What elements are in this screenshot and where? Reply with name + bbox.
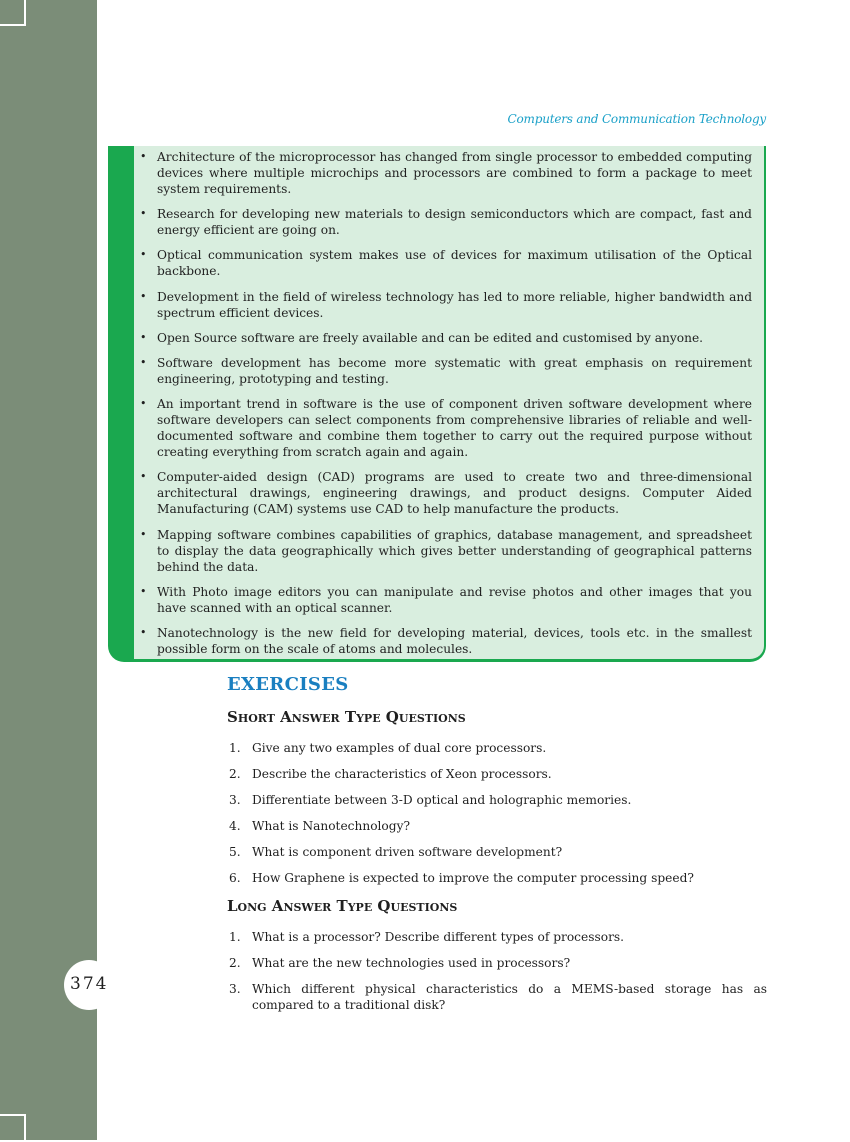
summary-bullet bbox=[140, 247, 752, 279]
question-number: 2. bbox=[229, 956, 241, 970]
bullet-icon: • bbox=[140, 584, 147, 598]
bullet-icon: • bbox=[140, 527, 147, 541]
long-answer-heading: Long Answer Type Questions bbox=[227, 897, 458, 915]
question-text: What is a processor? Describe different types of processors. bbox=[252, 930, 625, 944]
summary-bullet bbox=[140, 469, 752, 517]
question-item bbox=[227, 929, 767, 945]
short-answer-list bbox=[227, 740, 767, 886]
question-text: Differentiate between 3-D optical and holographic memories. bbox=[252, 793, 632, 807]
summary-bullet-text: Architecture of the microprocessor has changed from single processor to embedded computing devices where multiple microchips and processors are combined to form a package to meet system requirements. bbox=[157, 150, 752, 196]
summary-list bbox=[140, 149, 752, 666]
page-number: 374 bbox=[70, 974, 109, 994]
summary-bullet-text: Development in the field of wireless technology has led to more reliable, higher bandwidth and spectrum efficient devices. bbox=[157, 289, 752, 320]
summary-bullet-text: Optical communication system makes use of devices for maximum utilisation of the Optical backbone. bbox=[157, 248, 752, 279]
question-item bbox=[227, 792, 767, 808]
bullet-icon: • bbox=[140, 330, 147, 344]
summary-bullet bbox=[140, 289, 752, 321]
summary-bullet-text: With Photo image editors you can manipulate and revise photos and other images that you have scanned with an optical scanner. bbox=[157, 584, 752, 615]
question-number: 1. bbox=[229, 930, 241, 944]
question-text: Describe the characteristics of Xeon processors. bbox=[252, 767, 552, 781]
summary-bullet-text: Mapping software combines capabilities of graphics, database management, and spreadsheet to display the data geographically which gives better understanding of geographical patterns behind the data. bbox=[157, 527, 752, 574]
running-head: Computers and Communication Technology bbox=[507, 112, 766, 126]
question-item bbox=[227, 870, 767, 886]
summary-bullet-text: Software development has become more systematic with great emphasis on requirement engineering, prototyping and testing. bbox=[157, 355, 752, 386]
question-item bbox=[227, 955, 767, 971]
question-item bbox=[227, 844, 767, 860]
exercises-title: EXERCISES bbox=[227, 674, 349, 695]
summary-bullet bbox=[140, 396, 752, 460]
question-item bbox=[227, 766, 767, 782]
summary-bullet bbox=[140, 149, 752, 197]
bullet-icon: • bbox=[140, 355, 147, 369]
bullet-icon: • bbox=[140, 248, 147, 262]
bullet-icon: • bbox=[140, 150, 147, 163]
question-number: 6. bbox=[229, 871, 241, 885]
bullet-icon: • bbox=[140, 207, 147, 221]
summary-bullet bbox=[140, 527, 752, 575]
question-text: What is Nanotechnology? bbox=[252, 819, 410, 833]
short-answer-heading: Short Answer Type Questions bbox=[227, 708, 466, 726]
summary-bullet bbox=[140, 330, 752, 346]
question-text: What are the new technologies used in processors? bbox=[252, 956, 571, 970]
question-number: 3. bbox=[229, 982, 241, 996]
crop-mark-bottom bbox=[0, 1114, 26, 1142]
question-text: Which different physical characteristics do a MEMS-based storage has as compared to a traditional disk? bbox=[252, 982, 767, 1012]
bullet-icon: • bbox=[140, 625, 147, 639]
summary-bullet-text: Computer-aided design (CAD) programs are used to create two and three-dimensional architectural drawings, engineering drawings, and product designs. Computer Aided Manufacturing (CAM) systems use CAD to help manufacture the products. bbox=[157, 470, 752, 517]
bullet-icon: • bbox=[140, 289, 147, 303]
summary-bullet-text: Research for developing new materials to design semiconductors which are compact, fast and energy efficient are going on. bbox=[157, 207, 752, 238]
question-number: 5. bbox=[229, 845, 241, 859]
question-item bbox=[227, 740, 767, 756]
summary-bullet bbox=[140, 584, 752, 616]
long-answer-list bbox=[227, 929, 767, 1013]
question-number: 1. bbox=[229, 741, 241, 755]
summary-bullet-text: An important trend in software is the use of component driven software development where software developers can select components from comprehensive libraries of reliable and well-documented software and combine them together to carry out the required purpose without creating everything from scratch again and again. bbox=[157, 397, 752, 460]
bullet-icon: • bbox=[140, 470, 147, 484]
summary-bullet bbox=[140, 625, 752, 657]
bullet-icon: • bbox=[140, 397, 147, 411]
question-text: How Graphene is expected to improve the computer processing speed? bbox=[252, 871, 694, 885]
question-number: 4. bbox=[229, 819, 241, 833]
question-text: What is component driven software development? bbox=[252, 845, 563, 859]
question-item bbox=[227, 981, 767, 1013]
question-text: Give any two examples of dual core processors. bbox=[252, 741, 547, 755]
question-number: 2. bbox=[229, 767, 241, 781]
question-item bbox=[227, 818, 767, 834]
question-number: 3. bbox=[229, 793, 241, 807]
summary-bullet bbox=[140, 206, 752, 238]
summary-bullet bbox=[140, 355, 752, 387]
crop-mark-top bbox=[0, 0, 26, 26]
summary-bullet-text: Open Source software are freely available and can be edited and customised by anyone. bbox=[157, 330, 704, 345]
summary-bullet-text: Nanotechnology is the new field for developing material, devices, tools etc. in the smallest possible form on the scale of atoms and molecules. bbox=[157, 625, 752, 656]
